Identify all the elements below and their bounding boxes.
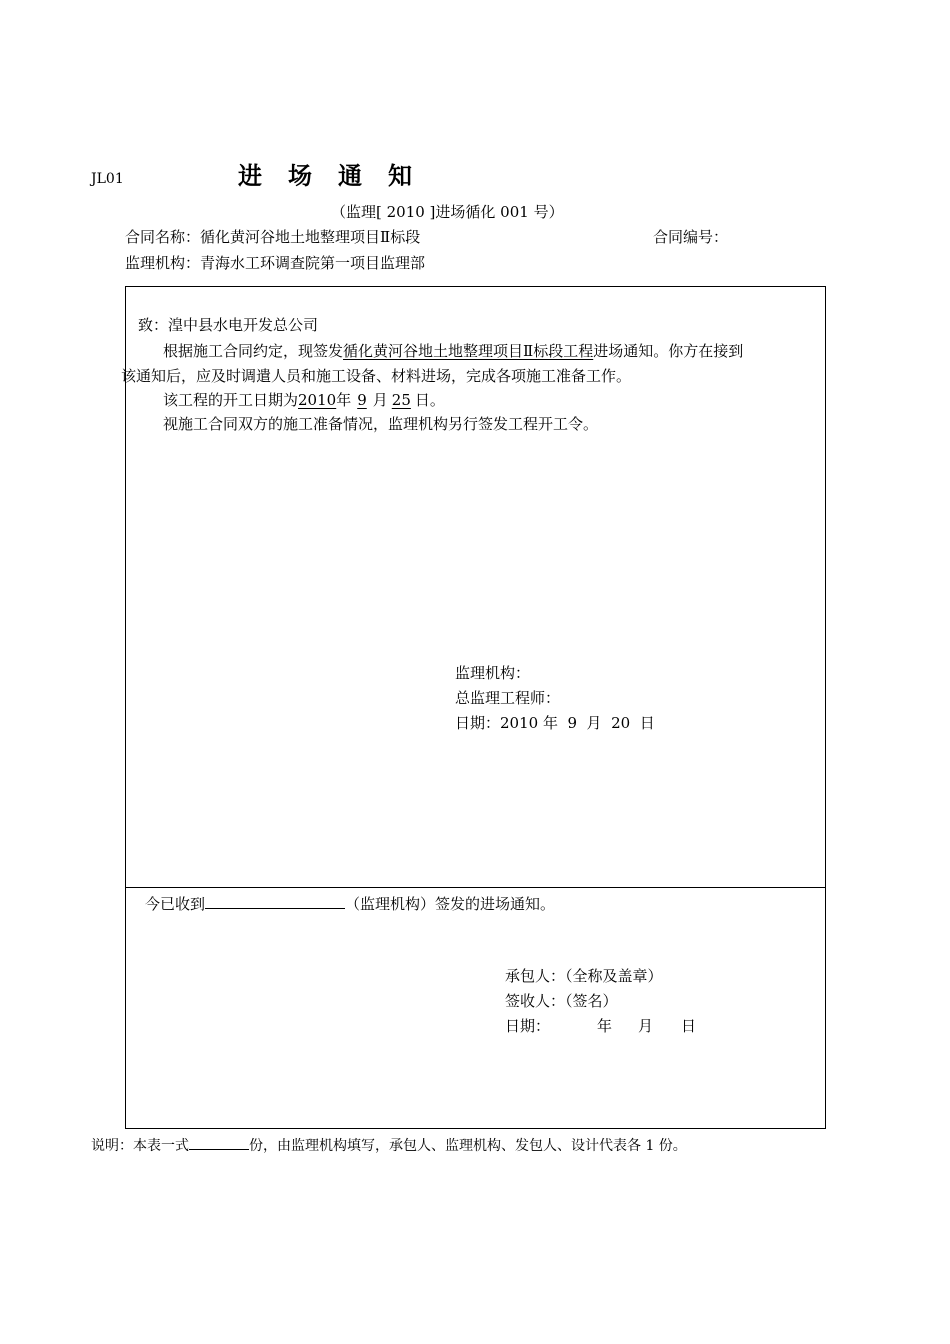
receipt-date-label: 日期： bbox=[505, 1017, 551, 1035]
received-org-blank[interactable] bbox=[205, 894, 345, 909]
paragraph-1-line-1 bbox=[163, 344, 743, 359]
contract-name-label: 合同名称： bbox=[125, 228, 201, 246]
start-date-line bbox=[163, 393, 445, 408]
receipt-date-day: 日 bbox=[681, 1017, 697, 1035]
day-label: 日。 bbox=[414, 391, 445, 409]
received-suffix: （监理机构）签发的进场通知。 bbox=[345, 895, 556, 913]
copies-blank[interactable] bbox=[189, 1135, 249, 1150]
addressee-line bbox=[138, 318, 318, 333]
supervisor-row bbox=[125, 256, 425, 271]
receipt-date-month: 月 bbox=[638, 1017, 654, 1035]
footer-note bbox=[91, 1135, 687, 1153]
paragraph-1-line-2: 该通知后，应及时调遣人员和施工设备、材料进场，完成各项施工准备工作。 bbox=[121, 367, 632, 385]
receipt-date-year: 年 bbox=[597, 1017, 613, 1035]
paragraph-1-prefix: 根据施工合同约定，现签发 bbox=[163, 342, 344, 360]
document-title: 进场通知 bbox=[238, 161, 438, 190]
contract-name-value: 循化黄河谷地土地整理项目Ⅱ标段 bbox=[200, 228, 421, 246]
contractor-label: 承包人：（全称及盖章） bbox=[505, 967, 663, 985]
year-label: 年 bbox=[336, 391, 352, 409]
contract-name-row bbox=[125, 230, 420, 245]
addressee-label: 致： bbox=[138, 316, 169, 334]
paragraph-3: 视施工合同双方的施工准备情况，监理机构另行签发工程开工令。 bbox=[163, 415, 599, 433]
contract-number-label: 合同编号： bbox=[653, 228, 729, 246]
form-code: JL01 bbox=[91, 171, 124, 187]
supervisor-label: 监理机构： bbox=[125, 254, 201, 272]
month-label: 月 bbox=[372, 391, 388, 409]
sign-org-label: 监理机构： bbox=[455, 664, 531, 682]
sign-date: 日期：2010 年 9 月 20 日 bbox=[455, 714, 655, 732]
sign-engineer-label: 总监理工程师： bbox=[455, 689, 561, 707]
signer-label: 签收人：（签名） bbox=[505, 992, 618, 1010]
paragraph-1-suffix: 进场通知。你方在接到 bbox=[593, 342, 744, 360]
receipt-box bbox=[125, 887, 826, 1129]
supervisor-value: 青海水工环调查院第一项目监理部 bbox=[200, 254, 426, 272]
start-month: 9 bbox=[357, 391, 367, 409]
footer-note-prefix: 说明：本表一式 bbox=[91, 1138, 189, 1154]
footer-note-suffix: 份，由监理机构填写，承包人、监理机构、发包人、设计代表各 1 份。 bbox=[249, 1138, 687, 1154]
project-name: 循化黄河谷地土地整理项目Ⅱ标段工程 bbox=[343, 342, 594, 360]
addressee-value: 湟中县水电开发总公司 bbox=[168, 316, 319, 334]
start-day: 25 bbox=[391, 391, 411, 409]
received-prefix: 今已收到 bbox=[145, 895, 206, 913]
document-number: （监理[ 2010 ]进场循化 001 号） bbox=[331, 203, 564, 221]
start-date-prefix: 该工程的开工日期为 bbox=[163, 391, 299, 409]
start-year: 2010 bbox=[298, 391, 337, 409]
received-line bbox=[145, 894, 555, 912]
